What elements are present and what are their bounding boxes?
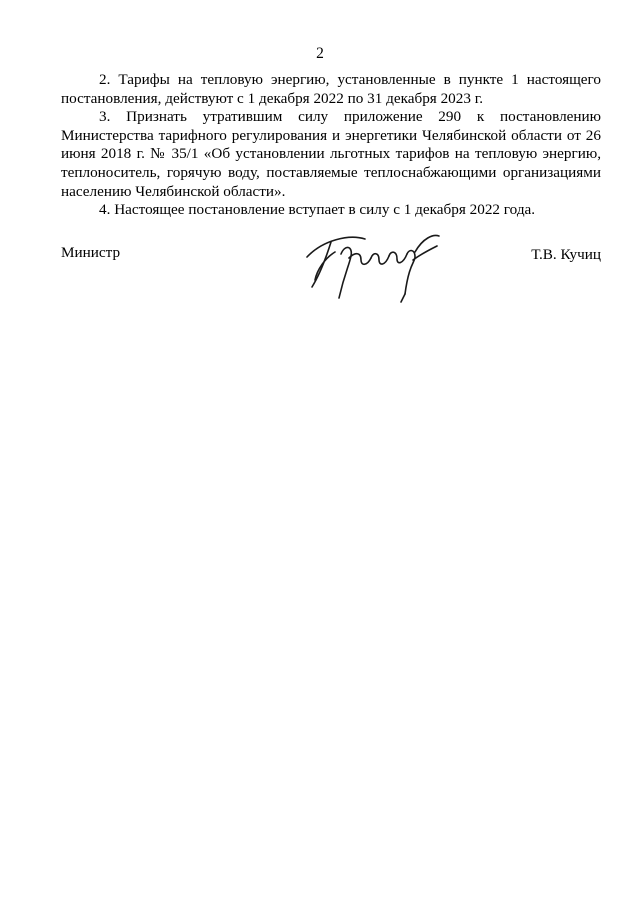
handwritten-signature <box>301 224 441 308</box>
paragraph-2: 2. Тарифы на тепловую энергию, установленные в пункте 1 настоящего постановления, действуют с 1 декабря 2022 по 31 декабря 2023 г. <box>61 71 601 107</box>
paragraph-3: 3. Признать утратившим силу приложение 290 к постановлению Министерства тарифного регулирования и энергетики Челябинской области от 26 июня 2018 г. № 35/1 «Об установлении льготных тарифов на тепловую энергию, теплоноситель, горячую воду, поставляемые теплоснабжающими организациями населению Челябинской области». <box>61 108 601 200</box>
signer-name: Т.В. Кучиц <box>531 246 601 263</box>
paragraph-4: 4. Настоящее постановление вступает в силу с 1 декабря 2022 года. <box>99 201 536 219</box>
signature-block <box>61 238 601 308</box>
position-title: Министр <box>61 244 121 261</box>
document-body <box>61 71 601 220</box>
page-number: 2 <box>316 45 324 62</box>
